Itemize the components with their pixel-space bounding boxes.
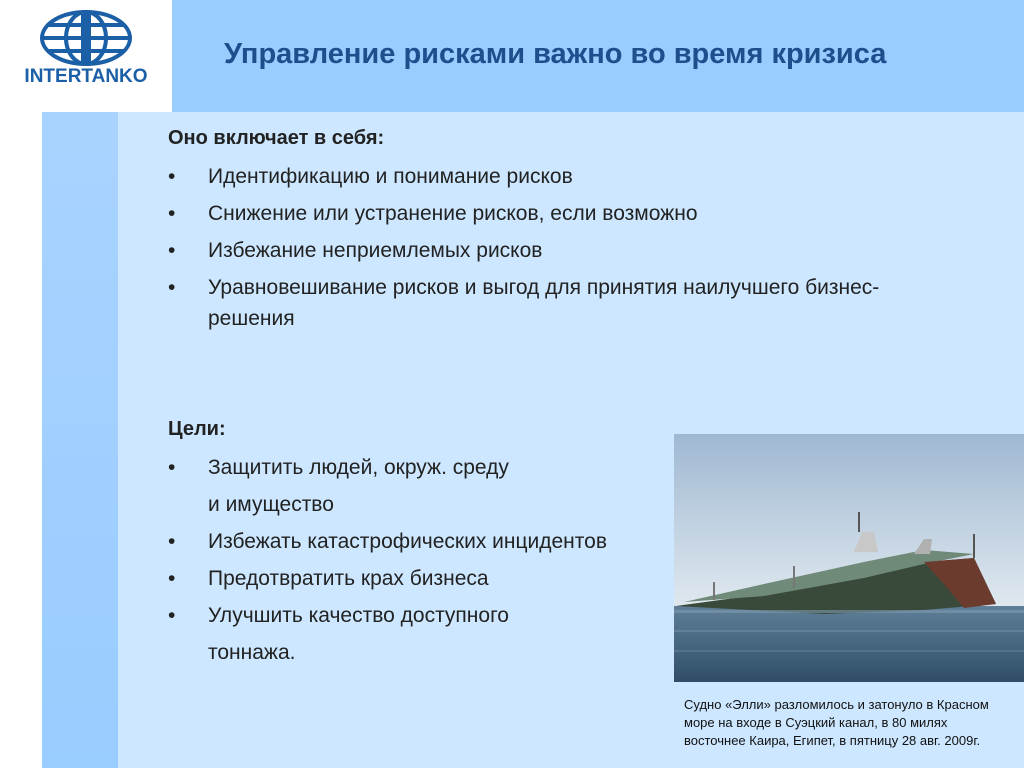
list-item: • Защитить людей, окруж. среду <box>168 456 509 479</box>
list-item: • Улучшить качество доступного <box>168 604 509 627</box>
left-margin <box>0 112 42 768</box>
logo-wordmark: INTERTANKO <box>24 66 148 87</box>
decorative-stripe <box>42 112 118 768</box>
section-goals-label: Цели: <box>168 418 226 440</box>
list-item: • Избежать катастрофических инцидентов <box>168 530 607 553</box>
section-includes-label: Оно включает в себя: <box>168 127 385 149</box>
includes-list <box>168 161 948 340</box>
list-item: • Избежание неприемлемых рисков <box>168 239 543 262</box>
ship-image <box>674 434 1024 682</box>
slide-title: Управление рисками важно во время кризиса <box>224 38 887 70</box>
list-item: • Снижение или устранение рисков, если возможно <box>168 202 698 225</box>
photo-caption: Судно «Элли» разломилось и затонуло в Красном море на входе в Суэцкий канал, в 80 милях восточнее Каира, Египет, в пятницу 28 авг. 2009г. <box>684 697 989 748</box>
globe-icon <box>34 10 138 66</box>
list-item-continuation: и имущество <box>208 493 334 516</box>
list-item: • Предотвратить крах бизнеса <box>168 567 489 590</box>
list-item: • Идентификацию и понимание рисков <box>168 165 573 188</box>
list-item-continuation: тоннажа. <box>208 641 296 664</box>
intertanko-logo <box>0 0 172 112</box>
list-item: • Уравновешивание рисков и выгод для принятия наилучшего бизнес-решения <box>168 276 880 330</box>
sinking-ship-photo <box>674 434 1024 682</box>
